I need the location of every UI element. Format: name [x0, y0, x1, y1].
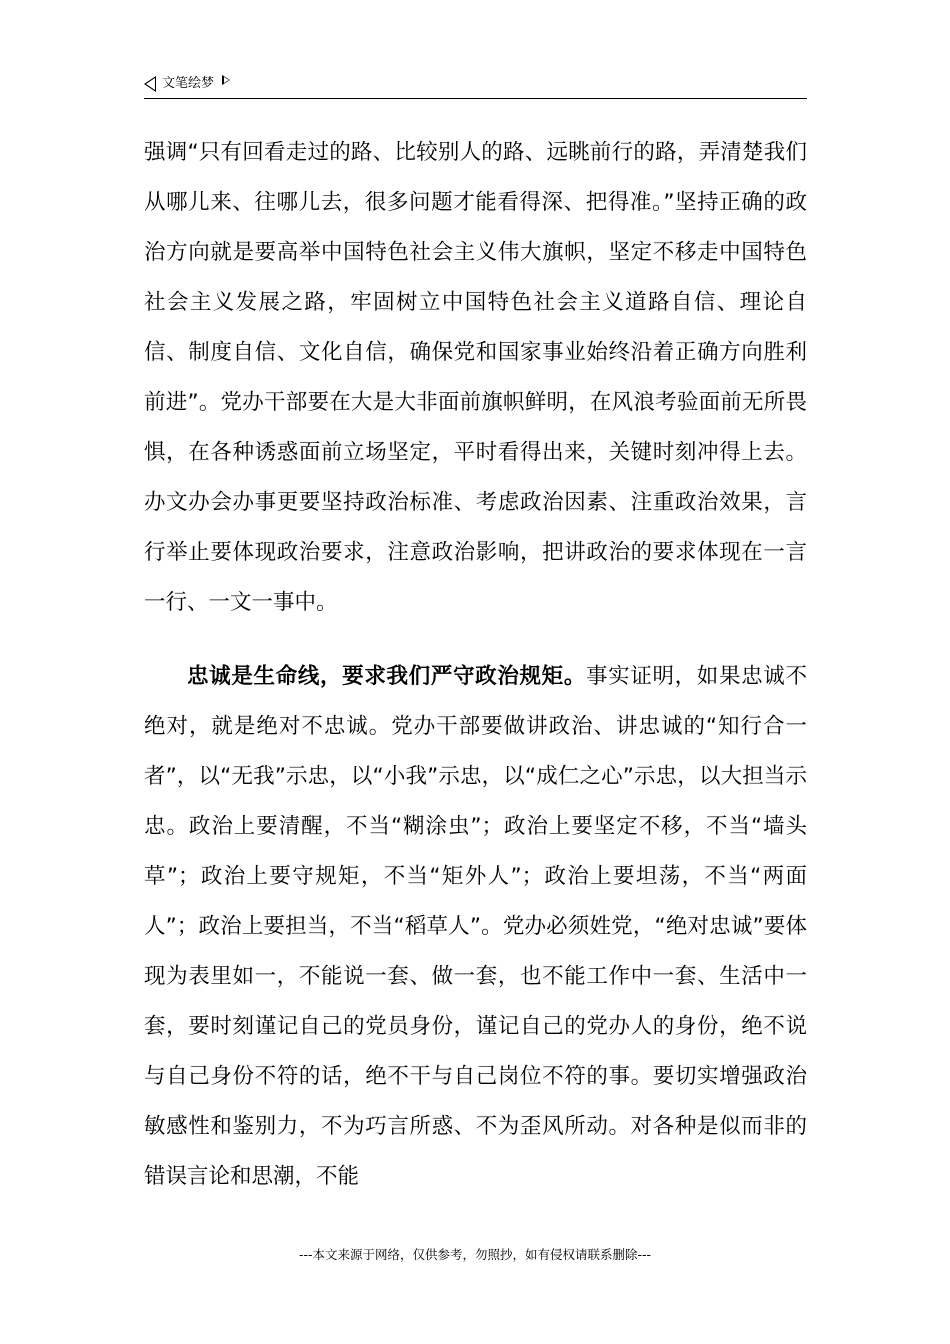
paragraph-2-lead: 忠诚是生命线，要求我们严守政治规矩。 — [187, 664, 586, 689]
triangle-left-icon — [144, 76, 156, 92]
paragraph-2-text: 事实证明，如果忠诚不绝对，就是绝对不忠诚。党办干部要做讲政治、讲忠诚的“知行合一者”，以“无我”示忠，以“小我”示忠，以“成仁之心”示忠，以大担当示忠。政治上要清醒，不当“糊涂虫”；政治上要坚定不移，不当“墙头草”；政治上要守规矩，不当“矩外人”；政治上要坦荡，不当“两面人”；政治上要担当，不当“稻草人”。党办必须姓党，“绝对忠诚”要体现为表里如一，不能说一套、做一套，也不能工作中一套、生活中一套，要时刻谨记自己的党员身份，谨记自己的党办人的身份，绝不说与自己身份不符的话，绝不干与自己岗位不符的事。要切实增强政治敏感性和鉴别力，不为巧言所惑、不为歪风所动。对各种是似而非的错误言论和思潮，不能 — [144, 664, 807, 1189]
page-footer: ---本文来源于网络，仅供参考，勿照抄，如有侵权请联系删除--- — [298, 1247, 652, 1262]
triangle-right-icon — [222, 75, 230, 85]
paragraph-1-text: 强调“只有回看走过的路、比较别人的路、远眺前行的路，弄清楚我们从哪儿来、往哪儿去，很多问题才能看得深、把得准。”坚持正确的政治方向就是要高举中国特色社会主义伟大旗帜，坚定不移走中国特色社会主义发展之路，牢固树立中国特色社会主义道路自信、理论自信、制度自信、文化自信，确保党和国家事业始终沿着正确方向胜利前进”。党办干部要在大是大非面前旗帜鲜明，在风浪考验面前无所畏惧，在各种诱惑面前立场坚定，平时看得出来，关键时刻冲得上去。办文办会办事更要坚持政治标准、考虑政治因素、注重政治效果，言行举止要体现政治要求，注意政治影响，把讲政治的要求体现在一言一行、一文一事中。 — [144, 140, 807, 615]
header-title: 文笔绘梦 — [162, 76, 215, 91]
page-header — [144, 72, 807, 99]
paragraph-2 — [144, 652, 807, 1202]
document-body — [144, 128, 807, 1202]
header-title-group — [144, 74, 230, 94]
paragraph-1 — [144, 128, 807, 628]
